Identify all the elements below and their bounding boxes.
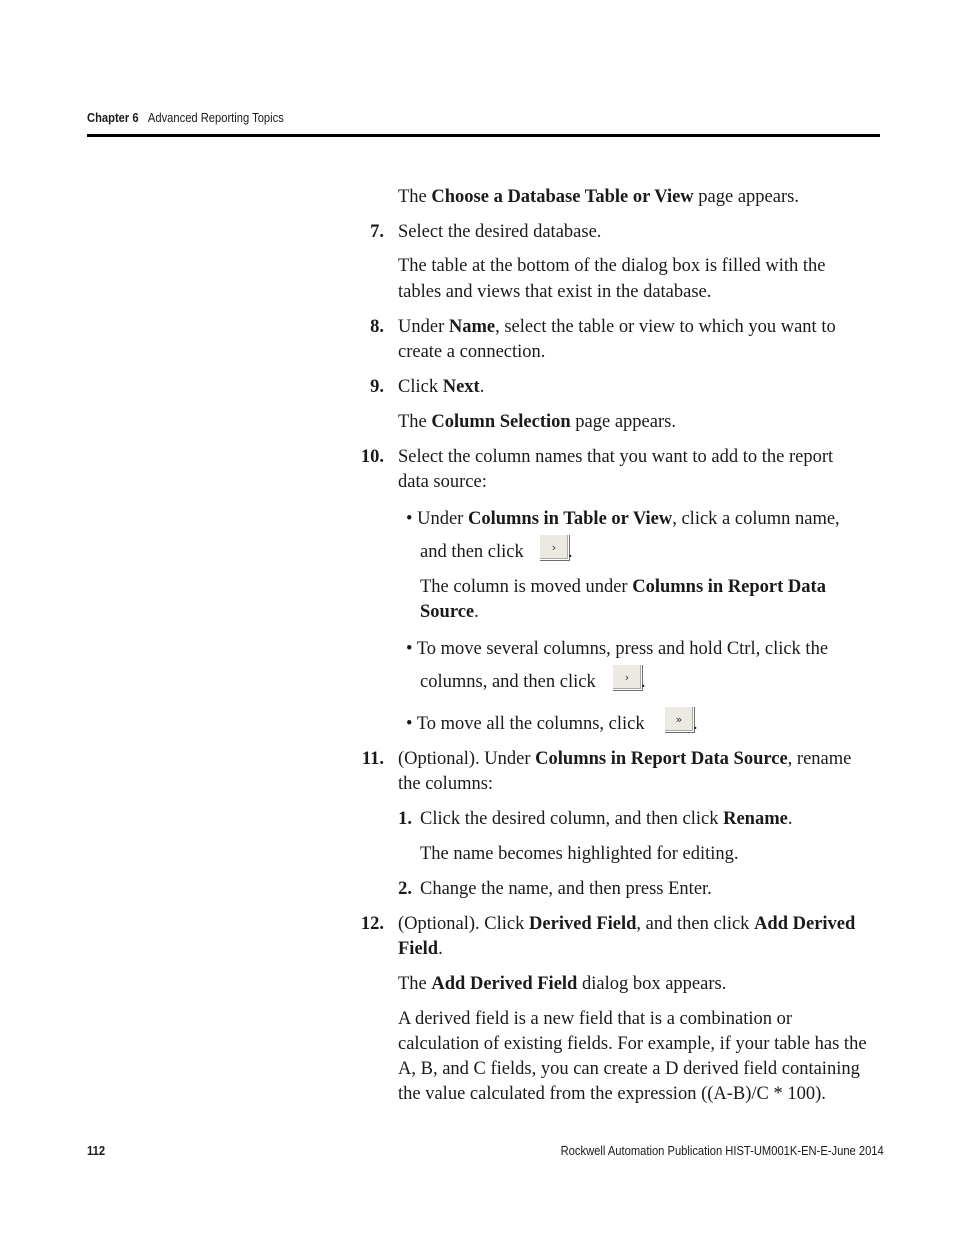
text: dialog box appears.	[577, 974, 727, 994]
bold-term: Add Derived Field	[431, 974, 578, 994]
para-table-line-2: tables and views that exist in the database.	[398, 282, 712, 302]
step-number-8: 8.	[370, 317, 384, 337]
text: .	[787, 809, 793, 829]
bold-term: Next	[442, 377, 480, 397]
bullet-3-text: • To move all the columns, click	[406, 714, 645, 734]
para-add-derived-field	[398, 972, 726, 997]
step-number-7: 7.	[370, 222, 384, 242]
bold-term: Field	[398, 939, 439, 959]
text: .	[474, 602, 479, 622]
bold-term: Name	[448, 317, 496, 337]
text: (Optional). Click	[398, 914, 530, 934]
para-column-selection	[398, 410, 676, 435]
substep-number-2: 2.	[398, 879, 412, 899]
publication-info: Rockwell Automation Publication HIST-UM001K-EN-E-June 2014	[560, 1143, 884, 1158]
bold-term: Choose a Database Table or View	[431, 187, 694, 207]
page-number: 112	[87, 1143, 106, 1158]
bold-term: Columns in Report Data Source	[535, 749, 788, 769]
bold-term: Source	[420, 602, 475, 622]
text: The	[398, 974, 432, 994]
text: • Under	[406, 509, 468, 529]
bullet-2-line-2: columns, and then click	[420, 672, 596, 692]
para-choose-table	[398, 185, 799, 210]
text: , and then click	[636, 914, 755, 934]
substep-1-note: The name becomes highlighted for editing.	[420, 844, 739, 864]
move-right-button-icon: ›	[539, 534, 569, 560]
bullet-2-line-1: • To move several columns, press and hold Ctrl, click the	[406, 639, 829, 659]
step-10-line-1: Select the column names that you want to add to the report	[398, 447, 834, 467]
para-derived-line-4: the value calculated from the expression ((A-B)/C * 100).	[398, 1084, 826, 1104]
text: Click the desired column, and then click	[420, 809, 724, 829]
move-all-right-button-icon: »	[664, 706, 694, 732]
para-derived-line-2: calculation of existing fields. For example, if your table has the	[398, 1034, 867, 1054]
bullet-1-line-2: and then click	[420, 542, 524, 562]
bold-term: Column Selection	[431, 412, 571, 432]
step-12-line-2	[398, 937, 443, 962]
text: (Optional). Under	[398, 749, 536, 769]
chapter-label: Chapter 6	[87, 110, 139, 125]
text: .	[479, 377, 485, 397]
text: Under	[398, 317, 449, 337]
step-9-text	[398, 375, 484, 400]
step-8-line-2: create a connection.	[398, 342, 546, 362]
bullet-1-note-line-1	[420, 575, 826, 600]
step-number-11: 11.	[361, 749, 384, 769]
step-11-line-1	[398, 747, 851, 772]
period: .	[693, 714, 698, 734]
step-number-10: 10.	[360, 447, 384, 467]
step-7-text: Select the desired database.	[398, 222, 602, 242]
move-right-button-icon: ›	[612, 664, 642, 690]
step-number-9: 9.	[370, 377, 384, 397]
text: page appears.	[570, 412, 676, 432]
para-derived-line-1: A derived field is a new field that is a combination or	[398, 1009, 793, 1029]
step-number-12: 12.	[360, 914, 384, 934]
bullet-1-note-line-2	[420, 600, 479, 625]
header-rule	[87, 134, 880, 137]
bold-term: Derived Field	[529, 914, 637, 934]
text: , rename	[787, 749, 852, 769]
text: , click a column name,	[672, 509, 840, 529]
chapter-heading	[87, 110, 284, 125]
bold-term: Columns in Table or View	[467, 509, 673, 529]
chapter-title: Advanced Reporting Topics	[147, 110, 284, 125]
step-10-line-2: data source:	[398, 472, 487, 492]
bullet-1-line-1	[406, 507, 840, 532]
step-11-line-2: the columns:	[398, 774, 494, 794]
text: The	[398, 412, 432, 432]
text: page appears.	[693, 187, 799, 207]
period: .	[568, 542, 573, 562]
text: , select the table or view to which you want to	[495, 317, 836, 337]
bold-term: Rename	[723, 809, 788, 829]
substep-2-text: Change the name, and then press Enter.	[420, 879, 712, 899]
para-table-line-1: The table at the bottom of the dialog box is filled with the	[398, 256, 826, 276]
substep-1-text	[420, 807, 792, 832]
bold-term: Columns in Report Data	[632, 577, 826, 597]
text: The	[398, 187, 432, 207]
text: The column is moved under	[420, 577, 633, 597]
bold-term: Add Derived	[754, 914, 856, 934]
para-derived-line-3: A, B, and C fields, you can create a D derived field containing	[398, 1059, 860, 1079]
text: Click	[398, 377, 443, 397]
step-12-line-1	[398, 912, 855, 937]
period: .	[641, 672, 646, 692]
text: .	[438, 939, 443, 959]
substep-number-1: 1.	[398, 809, 412, 829]
step-8-line-1	[398, 315, 836, 340]
page-header	[87, 108, 880, 138]
